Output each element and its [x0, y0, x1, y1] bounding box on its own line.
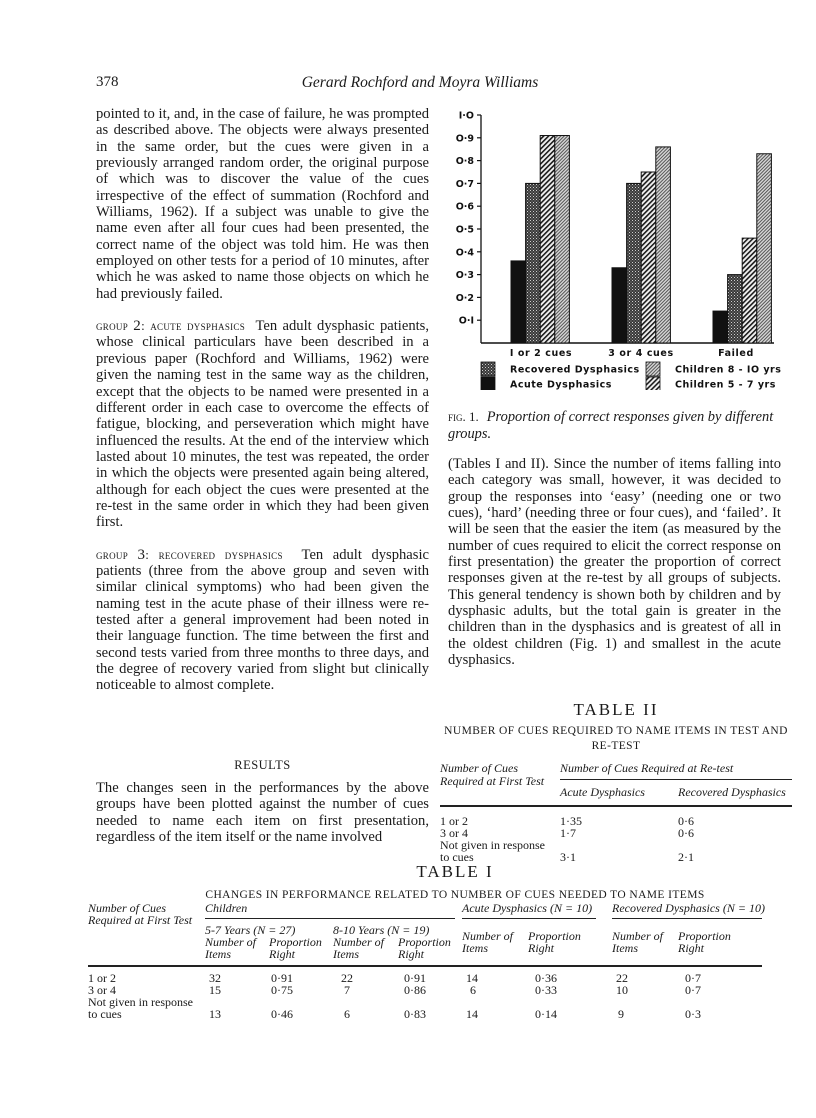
- table-1-group-acute: Acute Dysphasics (N = 10): [462, 901, 593, 915]
- table-1-cell: 0·75: [271, 983, 293, 997]
- table-2-cell: 0·6: [678, 814, 694, 828]
- bar-recovered-dysphasics: [526, 183, 541, 343]
- svg-text:O·7: O·7: [455, 178, 474, 190]
- table-1-cell: 6: [470, 983, 476, 997]
- svg-text:O·8: O·8: [455, 156, 474, 168]
- table-1-cell: 13: [209, 1007, 221, 1021]
- legend-label: Children 8 - IO yrs: [675, 364, 782, 376]
- table-1-cell: 0·36: [535, 971, 557, 985]
- svg-text:3 or 4 cues: 3 or 4 cues: [608, 348, 674, 359]
- table-1-subgroup-8-10: 8-10 Years (N = 19): [333, 923, 430, 937]
- figure-label: fig. 1.: [448, 409, 479, 424]
- bar-children-5-7-yrs: [742, 238, 757, 343]
- table-1-cell: 6: [344, 1007, 350, 1021]
- table-2-cell: 0·6: [678, 826, 694, 840]
- right-column: [448, 456, 781, 668]
- svg-text:O·9: O·9: [455, 133, 474, 145]
- group2-heading: group 2: acute dysphasics: [96, 318, 246, 335]
- table-1-subheader: Items: [612, 941, 638, 955]
- legend-swatch: [481, 362, 495, 376]
- svg-text:O·6: O·6: [455, 201, 474, 213]
- table-1-subheader: Items: [333, 947, 359, 961]
- table-1-subheader: Proportion: [678, 929, 731, 943]
- legend-swatch: [481, 377, 495, 390]
- paragraph-group2: [96, 318, 429, 530]
- svg-text:O·4: O·4: [455, 247, 474, 259]
- table-1-cell: 7: [344, 983, 350, 997]
- table-1-cell: 22: [616, 971, 628, 985]
- table-2: [440, 700, 792, 864]
- bar-acute-dysphasics: [713, 311, 728, 343]
- bar-children-8-10-yrs: [555, 136, 570, 343]
- table-1-cell: 0·7: [685, 971, 701, 985]
- group2-text: Ten adult dysphasic patients, whose clinical particulars have been described in a previous paper (Rochford and Williams, 1962) were given the naming test in the same way as the children, except that the objects to be named were presented in a different order in each case to overcome the effects of fatigue, blocking, and perseveration which might have influenced the results. At the end of the interview which lasted about 10 minutes, the test was repeated, the order in which the objects were presented again being altered, although for each object the cues were presented at the re-test in the same order in which they had been given first.: [96, 318, 430, 531]
- left-column: [96, 106, 429, 694]
- table-1-title: TABLE I: [416, 862, 494, 881]
- table-1-subheader: Number of: [333, 935, 384, 949]
- table-1-row-label: 3 or 4: [88, 983, 116, 997]
- page-number: 378: [96, 74, 119, 90]
- table-1: [88, 862, 808, 1021]
- table-1-cell: 0·91: [271, 971, 293, 985]
- bar-children-8-10-yrs: [757, 154, 772, 343]
- group3-heading: group 3: recovered dysphasics: [96, 546, 283, 563]
- svg-text:I·O: I·O: [458, 110, 474, 122]
- table-2-subtitle: NUMBER OF CUES REQUIRED TO NAME ITEMS IN TEST AND RE-TEST: [444, 725, 788, 752]
- table-1-row-header: Number of Cues: [88, 901, 166, 915]
- table-2-row-label: to cues: [440, 850, 474, 864]
- table-1-cell: 9: [618, 1007, 624, 1021]
- table-1-group-children: Children: [205, 901, 248, 915]
- table-2-title: TABLE II: [573, 700, 659, 719]
- table-1-cell: 0·3: [685, 1007, 701, 1021]
- table-1-subheader: Number of: [612, 929, 663, 943]
- table-2-cell: 1·7: [560, 826, 576, 840]
- table-1-subtitle: CHANGES IN PERFORMANCE RELATED TO NUMBER OF CUES NEEDED TO NAME ITEMS: [205, 889, 705, 901]
- chart-legend: [481, 362, 781, 390]
- paragraph-group3: [96, 547, 429, 694]
- legend-swatch: [646, 362, 660, 376]
- table-1-cell: 0·46: [271, 1007, 293, 1021]
- svg-text:O·2: O·2: [455, 292, 474, 304]
- table-1-subheader: Right: [678, 941, 704, 955]
- table-2-cell: 2·1: [678, 850, 694, 864]
- table-2-cell: 3·1: [560, 850, 576, 864]
- table-2-col-recovered: Recovered Dysphasics: [678, 785, 786, 799]
- svg-text:O·5: O·5: [455, 224, 474, 236]
- x-axis-labels: [510, 348, 754, 359]
- table-1-subheader: Number of: [205, 935, 256, 949]
- table-2-row-label: Not given in response: [440, 838, 545, 852]
- table-2-cell: 1·35: [560, 814, 582, 828]
- table-1-cell: 14: [466, 971, 478, 985]
- bar-children-5-7-yrs: [540, 136, 555, 343]
- table-1-subheader: Right: [269, 947, 295, 961]
- table-1-cell: 0·91: [404, 971, 426, 985]
- bar-children-5-7-yrs: [641, 172, 656, 343]
- table-1-subheader: Proportion: [398, 935, 451, 949]
- table-1-cell: 0·86: [404, 983, 426, 997]
- table-1-cell: 32: [209, 971, 221, 985]
- table-1-subheader: Right: [528, 941, 554, 955]
- bar-recovered-dysphasics: [627, 183, 642, 343]
- bar-children-8-10-yrs: [656, 147, 671, 343]
- bar-chart: [440, 100, 800, 390]
- table-1-cell: 22: [341, 971, 353, 985]
- chart-bars: [511, 136, 771, 343]
- paragraph-results-discussion: (Tables I and II). Since the number of items falling into each category was small, however, it was decided to group the responses into ‘easy’ (needing one or two cues), ‘hard’ (needing three or four cues), and ‘failed’. It will be seen that the easier the item (as measured by the number of cues required to elicit the correct response on first presentation) the greater the proportion of correct responses given at the re-test by all groups of subjects. This general tendency is shown both by children and by dysphasic adults, but the total gain is greater in the children than in the dysphasics and is greatest of all in the oldest children (Fig. 1) and smallest in the acute dysphasics.: [448, 456, 781, 669]
- running-title: Gerard Rochford and Moyra Williams: [301, 74, 539, 91]
- table-1-subheader: Items: [205, 947, 231, 961]
- table-2-col-acute: Acute Dysphasics: [560, 785, 645, 799]
- table-1-row-label: to cues: [88, 1007, 122, 1021]
- legend-label: Acute Dysphasics: [510, 379, 612, 390]
- figure-caption-text: Proportion of correct responses given by different groups.: [448, 409, 774, 442]
- table-1-cell: 14: [466, 1007, 478, 1021]
- table-1-subgroup-5-7: 5-7 Years (N = 27): [205, 923, 296, 937]
- svg-text:Failed: Failed: [718, 348, 754, 359]
- svg-text:I or 2 cues: I or 2 cues: [509, 348, 573, 359]
- bar-acute-dysphasics: [612, 268, 627, 343]
- table-1-cell: 15: [209, 983, 221, 997]
- figure-1-chart: [440, 100, 800, 390]
- table-2-row-header: Number of Cues Required at First Test: [440, 761, 545, 788]
- bar-recovered-dysphasics: [728, 275, 743, 343]
- legend-label: Children 5 - 7 yrs: [675, 379, 776, 390]
- table-2-group-header: Number of Cues Required at Re-test: [560, 761, 734, 775]
- results-paragraph: [96, 780, 429, 845]
- group3-text: Ten adult dysphasic patients (three from the above group and seven with similar clinical symptoms) who had been given the naming test in the acute phase of their illness were re-tested after a general improvement had been noted in their language function. The time between the first and second tests varied from three months to three days, and the degree of recovery varied from slight but clinically noticeable to almost complete.: [96, 546, 429, 694]
- table-1-cell: 0·33: [535, 983, 557, 997]
- paragraph-procedure: pointed to it, and, in the case of failure, he was prompted as described above. The objects were always presented in the same order, but the cues were given in a previously arranged random order, the original purpose of which was to discover the value of the cues irrespective of the effect of summation (Rochford and Williams, 1962). If a subject was unable to give the name even after all four cues had been presented, the correct name of the object was told him. He was then employed on other tests for a period of 10 minutes, after which he was asked to name those objects on which he had previously failed.: [96, 106, 429, 302]
- table-1-subheader: Number of: [462, 929, 513, 943]
- table-1-subheader: Proportion: [528, 929, 581, 943]
- table-2-row-label: 1 or 2: [440, 814, 468, 828]
- table-1-subheader: Right: [398, 947, 424, 961]
- table-1-row-label: 1 or 2: [88, 971, 116, 985]
- table-1-group-recovered: Recovered Dysphasics (N = 10): [612, 901, 765, 915]
- table-1-subheader: Proportion: [269, 935, 322, 949]
- table-1-cell: 10: [616, 983, 628, 997]
- table-1-cell: 0·83: [404, 1007, 426, 1021]
- svg-text:O·I: O·I: [458, 315, 474, 327]
- results-text: The changes seen in the performances by the above groups have been plotted against the number of cues needed to name each item on first presentation, regardless of the item itself or the name involved: [96, 780, 429, 846]
- table-1-subheader: Items: [462, 941, 488, 955]
- legend-swatch: [646, 377, 660, 390]
- table-1-row-header: Required at First Test: [88, 913, 193, 927]
- legend-label: Recovered Dysphasics: [510, 364, 640, 376]
- svg-text:O·3: O·3: [455, 270, 474, 282]
- results-heading: RESULTS: [234, 758, 291, 772]
- table-1-cell: 0·14: [535, 1007, 557, 1021]
- table-1-cell: 0·7: [685, 983, 701, 997]
- figure-caption: [448, 408, 788, 443]
- bar-acute-dysphasics: [511, 261, 526, 343]
- table-1-row-label: Not given in response: [88, 995, 193, 1009]
- table-2-row-label: 3 or 4: [440, 826, 468, 840]
